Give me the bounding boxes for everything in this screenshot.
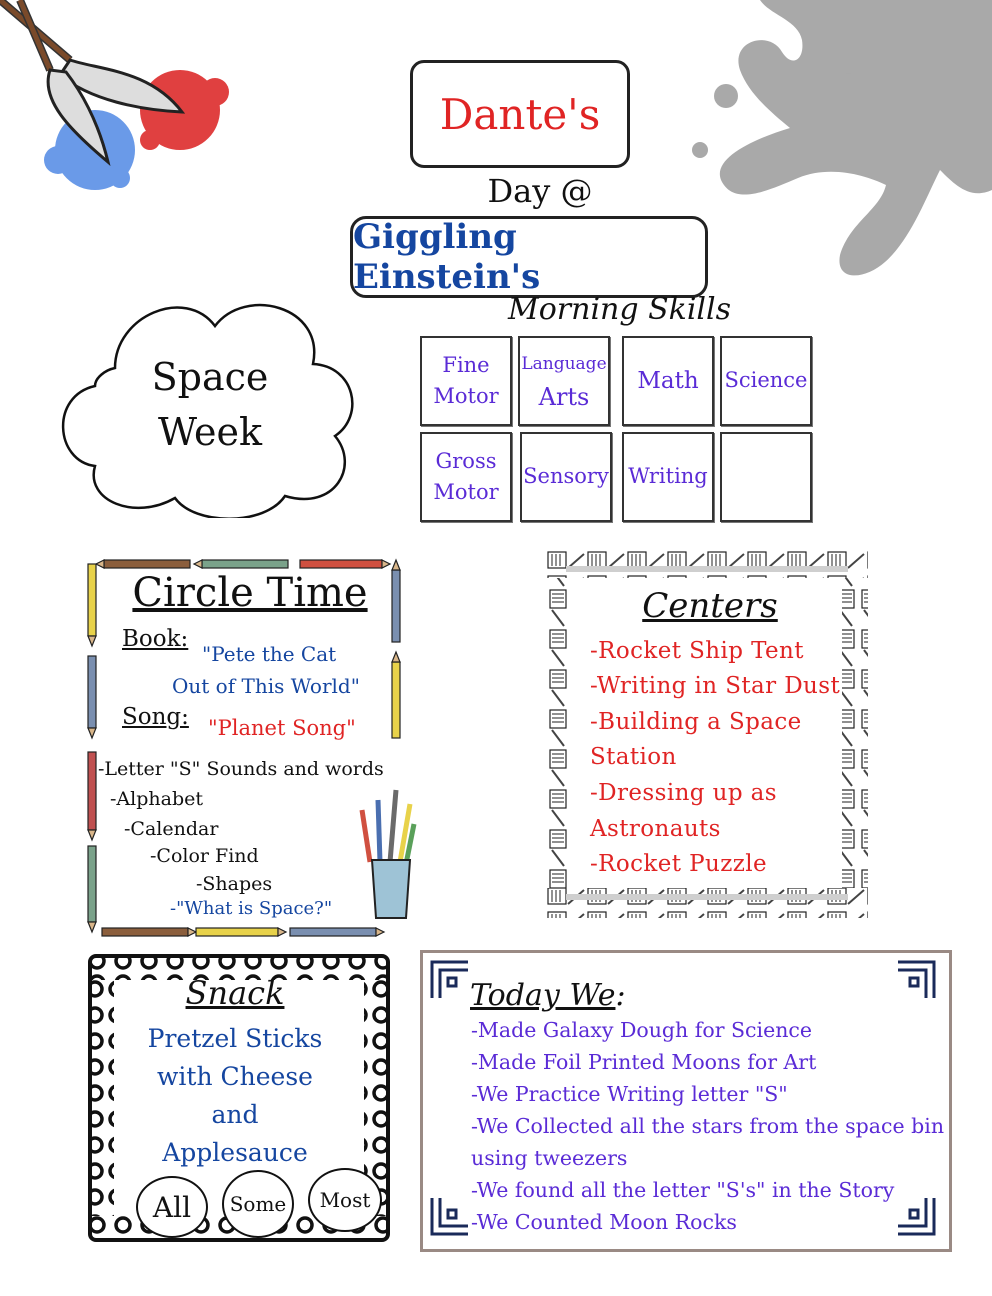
skill-fine-motor: Fine Motor (420, 336, 512, 426)
circle-time-title: Circle Time (132, 570, 368, 616)
center-item: -Building a Space (590, 709, 802, 735)
book-label: Book: (122, 626, 189, 652)
school-name: Giggling Einstein's (353, 217, 541, 297)
center-item: -Rocket Ship Tent (590, 638, 804, 664)
center-item: -Rocket Puzzle (590, 851, 768, 877)
book-title-line1: "Pete the Cat (202, 642, 337, 666)
center-item: -Dressing up as (590, 780, 777, 806)
skill-math: Math (622, 336, 714, 426)
corner-ornament-bottom-right (896, 1196, 936, 1236)
today-item: -We found all the letter "S's" in the Story (471, 1178, 895, 1202)
today-item: -We Collected all the stars from the space bin (471, 1114, 945, 1138)
skill-science: Science (720, 336, 812, 426)
skill-sensory: Sensory (520, 432, 612, 522)
day-at-label: Day @ (487, 172, 593, 210)
snack-line: Applesauce (162, 1138, 308, 1167)
activity-item: -Shapes (196, 873, 273, 895)
today-item: -Made Galaxy Dough for Science (471, 1018, 813, 1042)
pencil-cup-icon (356, 780, 420, 922)
book-title-line2: Out of This World" (172, 674, 360, 698)
corner-ornament-top-right (896, 960, 936, 1000)
child-name-box (410, 60, 630, 168)
activity-item: -Alphabet (110, 788, 203, 810)
centers-title: Centers (642, 586, 778, 626)
question-item: -"What is Space?" (170, 898, 333, 919)
today-item: -We Practice Writing letter "S" (471, 1082, 788, 1106)
amount-all-option[interactable]: All (136, 1176, 208, 1238)
skill-language-arts: Language Arts (518, 336, 610, 426)
paint-brushes-icon (0, 0, 240, 200)
today-item: -We Counted Moon Rocks (471, 1210, 737, 1234)
amount-some-option[interactable]: Some (222, 1170, 294, 1238)
amount-most-option[interactable]: Most (308, 1168, 382, 1232)
skill-gross-motor: Gross Motor (420, 432, 512, 522)
theme-title (80, 350, 340, 460)
center-item: -Writing in Star Dust (590, 673, 841, 699)
skill-writing: Writing (622, 432, 714, 522)
today-item: -Made Foil Printed Moons for Art (471, 1050, 817, 1074)
song-label: Song: (122, 704, 189, 730)
snack-title: Snack (185, 974, 285, 1012)
activity-item: -Calendar (124, 818, 219, 840)
theme-line2: Week (158, 410, 262, 455)
school-name-box (350, 216, 708, 298)
center-item: Station (590, 744, 677, 770)
activity-item: -Letter "S" Sounds and words (98, 758, 384, 780)
morning-skills-title: Morning Skills (508, 292, 732, 327)
center-item: Astronauts (590, 816, 721, 842)
corner-ornament-bottom-left (430, 1196, 470, 1236)
song-title: "Planet Song" (208, 716, 356, 740)
snack-line: and (211, 1100, 259, 1129)
snack-line: with Cheese (157, 1062, 313, 1091)
corner-ornament-top-left (430, 960, 470, 1000)
today-we-title: Today We: (470, 978, 626, 1013)
child-name: Dante's (439, 89, 601, 139)
today-item: using tweezers (471, 1146, 628, 1170)
theme-line1: Space (151, 355, 269, 399)
activity-item: -Color Find (150, 845, 259, 867)
snack-line: Pretzel Sticks (147, 1024, 323, 1053)
skill-empty (720, 432, 812, 522)
